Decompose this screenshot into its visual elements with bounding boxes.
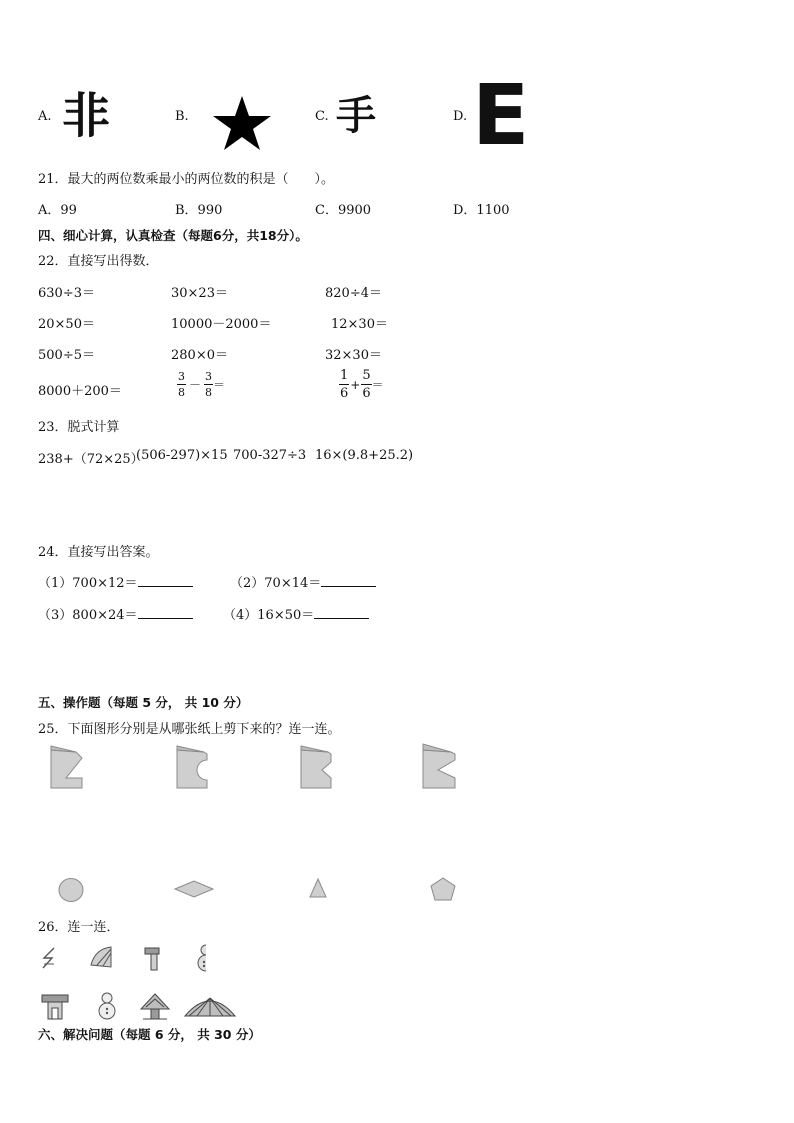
umbrella-icon xyxy=(183,994,237,1022)
tree-icon xyxy=(140,993,170,1021)
answer-blank[interactable] xyxy=(314,606,369,619)
q22-item: 12×30＝ xyxy=(331,317,388,332)
half-snowman-icon xyxy=(194,943,208,973)
section4-title: 四、细心计算，认真检查（每题6分，共18分）。 xyxy=(38,228,308,243)
q20-option-a-glyph: 非 xyxy=(62,88,111,144)
rhombus-shape xyxy=(174,880,214,898)
q20-option-d-glyph: E xyxy=(472,66,530,164)
q21-option-d: D．1100 xyxy=(453,203,510,218)
pentagon-shape xyxy=(430,877,456,901)
half-lightning-icon xyxy=(40,946,58,970)
q22-fraction-expression: $\frac{3}{8}$ － $\frac{3}{8}$ ＝ xyxy=(178,370,226,399)
q23-expression: 700-327÷3 xyxy=(233,448,307,463)
q20-option-b-label: B. xyxy=(175,109,189,124)
folded-paper-4 xyxy=(420,744,460,790)
q21-option-b: B．990 xyxy=(175,203,223,218)
q22-item: 630÷3＝ xyxy=(38,286,95,301)
q21-option-c: C．9900 xyxy=(315,203,372,218)
q20-option-c-label: C. xyxy=(315,109,329,124)
q22-item: 500÷5＝ xyxy=(38,348,95,363)
answer-blank[interactable] xyxy=(138,606,193,619)
q24-item: （3）800×24＝ xyxy=(38,604,193,623)
q25-title: 25．下面图形分别是从哪张纸上剪下来的？连一连。 xyxy=(38,722,341,737)
q22-fraction-expression: $\frac{1}{6}$ + $\frac{5}{6}$ ＝ xyxy=(340,368,384,401)
q24-title: 24．直接写出答案。 xyxy=(38,545,159,560)
folded-paper-3 xyxy=(298,746,334,790)
half-umbrella-icon xyxy=(87,945,113,971)
q20-option-a-label: A. xyxy=(38,109,52,124)
q23-expression: 16×(9.8+25.2) xyxy=(315,448,414,463)
q23-expression: 238+（72×25） xyxy=(38,452,144,467)
q20-option-d-label: D. xyxy=(453,109,468,124)
q22-item: 280×0＝ xyxy=(171,348,228,363)
fraction: $\frac{3}{8}$ xyxy=(178,370,185,399)
section5-title: 五、操作题（每题 5 分， 共 10 分） xyxy=(38,695,249,710)
q24-item: （4）16×50＝ xyxy=(223,604,369,623)
section6-title: 六、解决问题（每题 6 分， 共 30 分） xyxy=(38,1027,261,1042)
fraction: $\frac{3}{8}$ xyxy=(205,370,213,399)
q22-item: 20×50＝ xyxy=(38,317,95,332)
q21-option-a: A．99 xyxy=(38,203,77,218)
fraction: $\frac{1}{6}$ xyxy=(340,368,349,401)
answer-blank[interactable] xyxy=(138,574,193,587)
q24-item: （2）70×14＝ xyxy=(230,572,376,591)
q22-item: 10000－2000＝ xyxy=(171,317,272,332)
half-house-icon xyxy=(143,944,161,972)
q26-title: 26．连一连． xyxy=(38,920,120,935)
q23-title: 23．脱式计算 xyxy=(38,420,120,435)
answer-blank[interactable] xyxy=(321,574,376,587)
folded-paper-1 xyxy=(48,746,84,790)
q22-item: 30×23＝ xyxy=(171,286,228,301)
q24-item: （1）700×12＝ xyxy=(38,572,193,591)
star-icon xyxy=(213,96,271,150)
q22-item: 820÷4＝ xyxy=(325,286,382,301)
q21-question: 21．最大的两位数乘最小的两位数的积是（ ）。 xyxy=(38,172,335,187)
circle-shape xyxy=(57,877,85,903)
q22-title: 22．直接写出得数． xyxy=(38,254,159,269)
q22-item: 32×30＝ xyxy=(325,348,382,363)
folded-paper-2 xyxy=(174,746,210,790)
q22-item: 8000＋200＝ xyxy=(38,384,122,399)
snowman-icon xyxy=(97,991,117,1021)
fraction: $\frac{5}{6}$ xyxy=(362,368,371,401)
house-icon xyxy=(40,993,70,1021)
q23-expression: (506-297)×15 xyxy=(136,448,228,463)
triangle-shape xyxy=(309,878,327,898)
q20-option-c-glyph: 手 xyxy=(336,93,376,139)
